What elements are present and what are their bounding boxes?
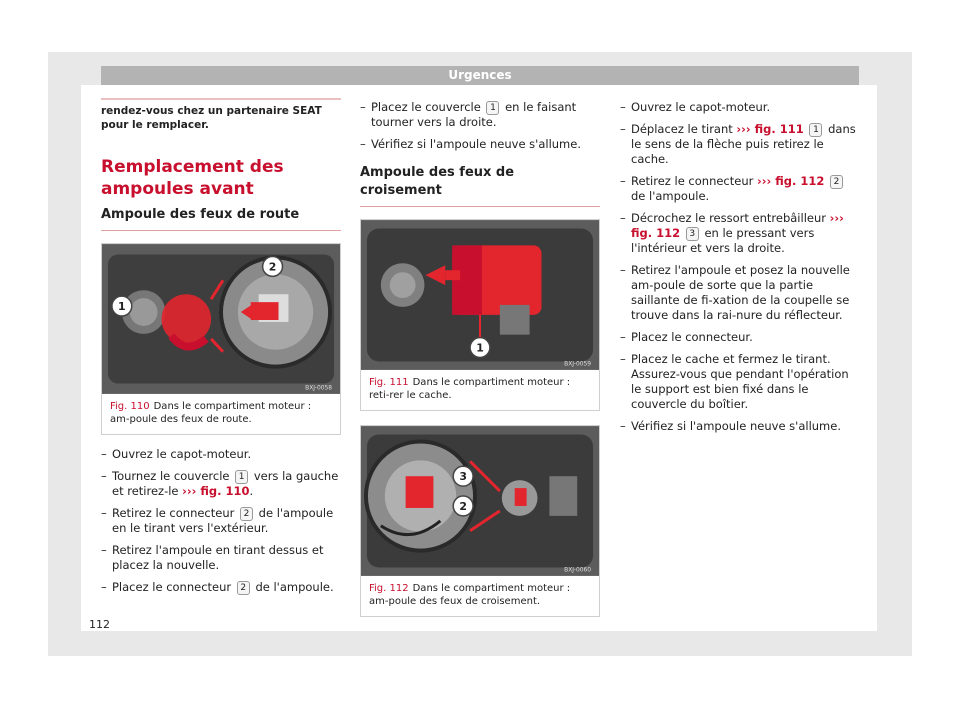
figure-code: BXJ-0059 [564, 360, 592, 368]
step-list [101, 447, 341, 595]
subsection-title: Ampoule des feux de croisement [360, 164, 600, 207]
figure-label: Fig. 110 [110, 401, 150, 412]
figure-caption-text: Dans le compartiment moteur : am-poule des feux de route. [110, 401, 312, 425]
list-item: – Retirez le connecteur 2 de l'ampoule en le tirant vers l'extérieur. [101, 506, 341, 536]
list-item: – Placez le connecteur 2 de l'ampoule. [101, 580, 341, 595]
callout-badge: 3 [686, 227, 699, 241]
list-item: – Placez le cache et fermez le tirant. Assurez-vous que pendant l'opération le support est bien fixé dans le couvercle du boîtier. [620, 352, 860, 412]
step-list [360, 100, 600, 152]
callout-badge: 2 [240, 507, 253, 521]
figure-link[interactable]: ››› fig. 112 [631, 211, 844, 240]
list-item: – Vérifiez si l'ampoule neuve s'allume. [620, 419, 860, 434]
subsection-title: Ampoule des feux de route [101, 206, 341, 231]
callout-badge: 2 [830, 175, 843, 189]
callout-2: 2 [268, 260, 277, 274]
list-item: – Retirez l'ampoule et posez la nouvelle am-poule de sorte que la partie saillante de fi-xation de la coupelle se trouve dans la rai-nure du réflecteur. [620, 263, 860, 323]
figure-caption [102, 394, 340, 434]
callout-3: 3 [459, 470, 467, 484]
figure-link[interactable]: ››› fig. 111 [736, 122, 804, 136]
headlight-low-beam-image [361, 426, 599, 576]
step-list [620, 100, 860, 434]
figure-label: Fig. 111 [369, 377, 409, 388]
figure-label: Fig. 112 [369, 583, 409, 594]
list-item: – Ouvrez le capot-moteur. [101, 447, 341, 462]
figure-111 [360, 219, 600, 411]
warning-note: rendez-vous chez un partenaire SEAT pour le remplacer. [101, 98, 341, 132]
page-number: 112 [89, 618, 110, 631]
list-item: – Retirez le connecteur ››› fig. 112 2 de l'ampoule. [620, 174, 860, 204]
list-item: – Décrochez le ressort entrebâilleur ››› fig. 112 3 en le pressant vers l'intérieur et vers la droite. [620, 211, 860, 256]
list-item: – Placez le connecteur. [620, 330, 860, 345]
callout-1: 1 [476, 341, 484, 355]
callout-1: 1 [118, 300, 126, 314]
headlight-high-beam-image [102, 244, 340, 394]
figure-caption-text: Dans le compartiment moteur : reti-rer le cache. [369, 377, 571, 401]
figure-caption [361, 370, 599, 410]
figure-112 [360, 425, 600, 617]
figure-110 [101, 243, 341, 435]
figure-code: BXJ-0058 [305, 384, 333, 392]
column-middle [360, 100, 600, 617]
headlight-cover-image [361, 220, 599, 370]
list-item: – Tournez le couvercle 1 vers la gauche et retirez-le ››› fig. 110. [101, 469, 341, 499]
list-item: – Déplacez le tirant ››› fig. 111 1 dans le sens de la flèche puis retirez le cache. [620, 122, 860, 167]
callout-badge: 1 [809, 123, 822, 137]
list-item: – Ouvrez le capot-moteur. [620, 100, 860, 115]
list-item: – Placez le couvercle 1 en le faisant tourner vers la droite. [360, 100, 600, 130]
callout-badge: 2 [237, 581, 250, 595]
column-left [101, 100, 341, 602]
callout-2: 2 [459, 499, 467, 513]
column-right [620, 100, 860, 441]
figure-link[interactable]: ››› fig. 110 [182, 484, 250, 498]
figure-caption [361, 576, 599, 616]
list-item: – Retirez l'ampoule en tirant dessus et placez la nouvelle. [101, 543, 341, 573]
page-header: Urgences [101, 66, 859, 85]
figure-link[interactable]: ››› fig. 112 [757, 174, 825, 188]
figure-caption-text: Dans le compartiment moteur : am-poule des feux de croisement. [369, 583, 571, 607]
callout-badge: 1 [486, 101, 499, 115]
section-title: Remplacement des ampoules avant [101, 157, 284, 199]
callout-badge: 1 [235, 470, 248, 484]
list-item: – Vérifiez si l'ampoule neuve s'allume. [360, 137, 600, 152]
figure-code: BXJ-0060 [564, 566, 592, 574]
